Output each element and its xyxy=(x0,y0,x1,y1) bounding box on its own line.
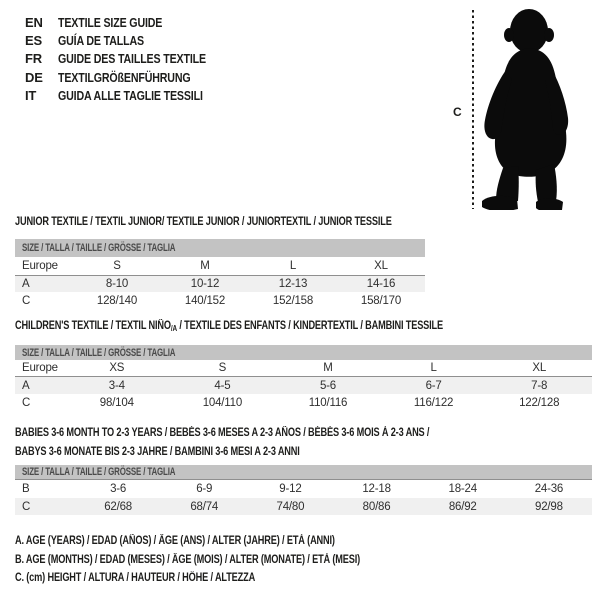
language-row xyxy=(25,50,238,68)
section-title-children xyxy=(15,320,550,333)
table-cell: 152/158 xyxy=(272,294,314,307)
column-header: L xyxy=(289,260,297,272)
column-header: L xyxy=(430,362,437,374)
column-header: XL xyxy=(374,260,388,272)
footnote-b-text: B. AGE (MONTHS) / EDAD (MESES) / ÂGE (MOIS) / ALTER (MONATE) / ETÀ (MESI) xyxy=(15,553,361,566)
table-cell: 3-6 xyxy=(110,483,127,495)
table-cell: 6-9 xyxy=(196,483,213,495)
table-cell: 8-10 xyxy=(105,278,129,290)
table-cell: 18-24 xyxy=(448,483,477,495)
height-marker-label: C xyxy=(453,105,462,119)
table-row xyxy=(15,377,592,394)
column-header: Europe xyxy=(22,362,58,374)
language-code: ES xyxy=(25,33,42,49)
table-cell: 12-13 xyxy=(278,278,308,290)
table-cell: 158/170 xyxy=(360,294,402,307)
title-suffix: / TEXTILE DES ENFANTS / KINDERTEXTIL / BAMBINI TESSILE xyxy=(176,320,443,332)
language-label: TEXTILE SIZE GUIDE xyxy=(58,14,163,30)
language-code: DE xyxy=(25,69,43,85)
column-header: S xyxy=(113,260,121,272)
size-bar xyxy=(15,345,592,360)
language-code: IT xyxy=(25,88,37,104)
column-header: M xyxy=(323,362,333,374)
column-header: XL xyxy=(532,362,547,374)
table-cell: 86/92 xyxy=(448,500,477,513)
language-row xyxy=(25,13,238,31)
footnote-a xyxy=(15,532,446,551)
table-cell: 12-18 xyxy=(362,483,391,495)
toddler-silhouette-svg xyxy=(478,8,578,210)
language-label: TEXTILGRÖßENFÜHRUNG xyxy=(58,69,191,85)
language-row xyxy=(25,68,238,86)
table-cell: 68/74 xyxy=(190,500,219,513)
section-title-junior-text: JUNIOR TEXTILE / TEXTIL JUNIOR/ TEXTILE JUNIOR / JUNIORTEXTIL / JUNIOR TESSILE xyxy=(15,216,392,228)
column-header: S xyxy=(218,362,227,374)
language-label: GUÍA DE TALLAS xyxy=(58,33,144,49)
table-cell: 104/110 xyxy=(202,396,243,409)
table-cell: 128/140 xyxy=(96,294,138,307)
table-cell: 80/86 xyxy=(362,500,391,513)
footnote-c xyxy=(15,569,446,588)
footnote-b xyxy=(15,551,446,570)
language-code: FR xyxy=(25,51,42,67)
size-bar-label: SIZE / TALLA / TAILLE / GRÖSSE / TAGLIA xyxy=(22,242,176,254)
table-cell: 98/104 xyxy=(99,396,134,409)
height-dotted-line xyxy=(472,10,474,209)
table-row xyxy=(15,292,425,309)
size-bar-label: SIZE / TALLA / TAILLE / GRÖSSE / TAGLIA xyxy=(22,466,176,478)
table-cell: 7-8 xyxy=(531,379,548,392)
table-cell: 14-16 xyxy=(366,278,396,290)
column-header: Europe xyxy=(22,260,58,272)
title-subscript: /A xyxy=(170,324,177,333)
table-cell: 10-12 xyxy=(190,278,220,290)
language-code: EN xyxy=(25,14,43,30)
language-label: GUIDA ALLE TAGLIE TESSILI xyxy=(58,88,203,104)
column-header: XS xyxy=(109,362,125,374)
row-label: C xyxy=(22,500,31,513)
row-label: A xyxy=(22,379,30,392)
language-title-list xyxy=(25,13,238,105)
table-cell: 5-6 xyxy=(319,379,336,392)
table-cell: 6-7 xyxy=(425,379,442,392)
row-label: C xyxy=(22,294,31,307)
language-label: GUIDE DES TAILLES TEXTILE xyxy=(58,51,206,67)
footnote-a-text: A. AGE (YEARS) / EDAD (AÑOS) / ÂGE (ANS) / ALTER (JAHRE) / ETÀ (ANNI) xyxy=(15,535,335,548)
toddler-silhouette xyxy=(478,8,578,210)
babies-size-table xyxy=(15,465,592,515)
table-cell: 140/152 xyxy=(184,294,226,307)
section-title-children-text xyxy=(15,320,443,333)
table-cell: 4-5 xyxy=(214,379,231,392)
table-cell: 74/80 xyxy=(276,500,305,513)
size-bar xyxy=(15,465,592,480)
table-cell: 3-4 xyxy=(108,379,125,392)
row-label: A xyxy=(22,278,30,290)
table-row xyxy=(15,394,592,411)
size-bar xyxy=(15,239,425,257)
junior-size-table xyxy=(15,239,425,309)
section-title-babies-line1: BABIES 3-6 MONTH TO 2-3 YEARS / BEBÉS 3-6 MESES A 2-3 AÑOS / BÉBÉS 3-6 MOIS À 2-3 ANS / xyxy=(15,427,430,439)
legend-footnotes xyxy=(15,532,446,588)
section-title-babies-line2: BABYS 3-6 MONATE BIS 2-3 JAHRE / BAMBINI 3-6 MESI A 2-3 ANNI xyxy=(15,445,300,458)
table-header-row xyxy=(15,257,425,276)
footnote-c-text: C. (cm) HEIGHT / ALTURA / HAUTEUR / HÖHE / ALTEZZA xyxy=(15,572,256,585)
row-label: C xyxy=(22,396,31,409)
table-cell: 24-36 xyxy=(534,483,564,495)
table-cell: 62/68 xyxy=(104,500,132,513)
table-header-row xyxy=(15,360,592,377)
table-cell: 110/116 xyxy=(308,396,348,409)
table-row xyxy=(15,276,425,292)
table-cell: 92/98 xyxy=(535,500,563,513)
table-cell: 122/128 xyxy=(519,396,560,409)
table-cell: 116/122 xyxy=(413,396,454,409)
size-bar-label: SIZE / TALLA / TAILLE / GRÖSSE / TAGLIA xyxy=(22,346,176,359)
column-header: M xyxy=(200,260,210,272)
table-row xyxy=(15,480,592,498)
title-prefix: CHILDREN'S TEXTILE / TEXTIL NIÑO xyxy=(15,320,171,332)
section-title-babies xyxy=(15,424,533,461)
language-row xyxy=(25,87,238,105)
row-label: B xyxy=(22,483,30,495)
language-row xyxy=(25,31,238,49)
table-cell: 9-12 xyxy=(279,483,302,495)
table-row xyxy=(15,498,592,515)
section-title-junior xyxy=(15,216,486,228)
children-size-table xyxy=(15,345,592,411)
